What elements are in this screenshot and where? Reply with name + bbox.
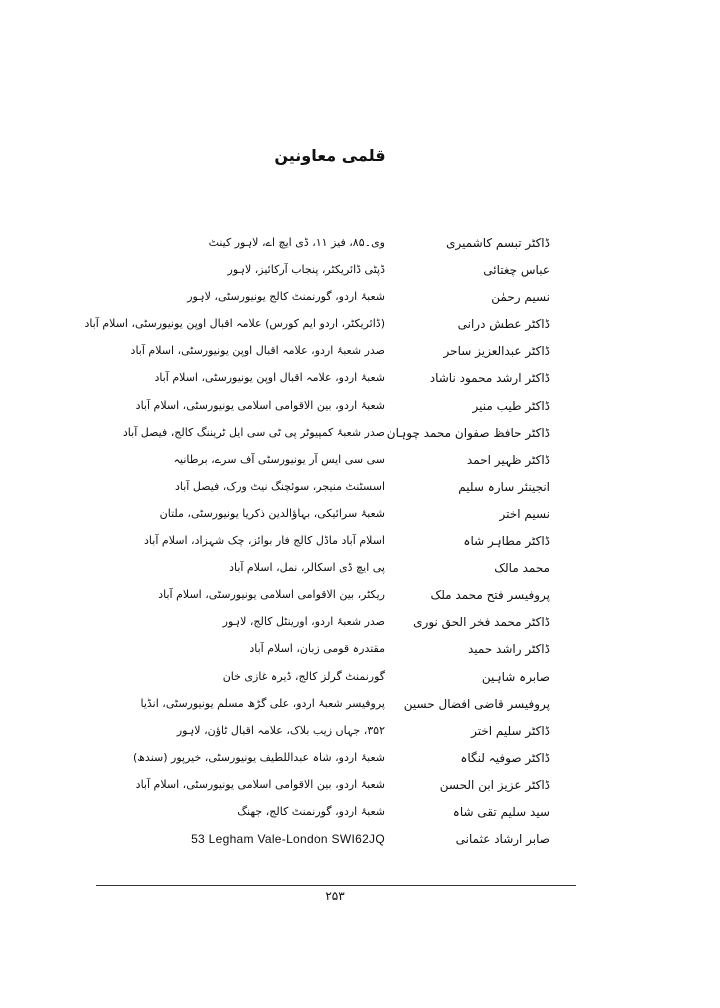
contributor-affiliation: ریکٹر، بین الاقوامی اسلامی یونیورسٹی، اسلام آباد xyxy=(158,588,385,602)
list-item xyxy=(135,395,550,422)
contributor-affiliation: 53 Legham Vale-London SWI62JQ xyxy=(191,832,385,847)
contributor-name: ڈاکٹر محمد فخر الحق نوری xyxy=(413,615,550,630)
contributor-affiliation: شعبۂ اردو، علامہ اقبال اوپن یونیورسٹی، اسلام آباد xyxy=(154,371,385,385)
contributor-affiliation: شعبۂ اردو، شاہ عبداللطیف یونیورسٹی، خیرپور (سندھ) xyxy=(132,750,385,764)
contributor-name: ڈاکٹر صوفیہ لنگاہ xyxy=(460,750,550,765)
list-item xyxy=(150,503,550,530)
contributor-affiliation: شعبۂ اردو، گورنمنٹ کالج یونیورسٹی، لاہور xyxy=(187,290,385,304)
contributor-affiliation: پروفیسر شعبۂ اردو، علی گڑھ مسلم یونیورسٹی، انڈیا xyxy=(140,696,385,710)
contributor-name: ڈاکٹر راشد حمید xyxy=(467,642,550,657)
contributor-affiliation: صدر شعبۂ اردو، اورینٹل کالج، لاہور xyxy=(222,615,385,629)
contributor-name: ڈاکٹر ظہیر احمد xyxy=(466,452,550,467)
contributor-name: صابرہ شاہین xyxy=(481,669,550,684)
list-item xyxy=(150,720,550,747)
contributor-name: انجینئر سارہ سلیم xyxy=(458,479,550,494)
contributor-name: ڈاکٹر طیب منیر xyxy=(472,398,550,413)
contributor-name: صابر ارشاد عثمانی xyxy=(455,832,550,847)
contributor-affiliation: ۳۵۲، جہاں زیب بلاک، علامہ اقبال ٹاؤن، لاہور xyxy=(176,723,385,737)
list-item xyxy=(150,584,550,611)
contributor-affiliation: (ڈائریکٹر، اردو ایم کورس) علامہ اقبال اوپن یونیورسٹی، اسلام آباد xyxy=(84,317,385,331)
list-item xyxy=(135,774,550,801)
contributor-affiliation: شعبۂ اردو، بین الاقوامی اسلامی یونیورسٹی، اسلام آباد xyxy=(135,777,385,791)
contributor-affiliation: اسسٹنٹ منیجر، سوئچنگ نیٹ ورک، فیصل آباد xyxy=(175,479,385,493)
contributor-name: محمد مالک xyxy=(494,561,550,576)
page-number: ۲۵۳ xyxy=(325,889,345,903)
contributors-list xyxy=(84,232,550,855)
list-item xyxy=(122,422,550,449)
contributor-affiliation: پی ایچ ڈی اسکالر، نمل، اسلام آباد xyxy=(229,561,385,575)
contributor-name: نسیم اختر xyxy=(499,506,550,521)
contributor-affiliation: شعبۂ سرائیکی، بہاؤالدین ذکریا یونیورسٹی، ملتان xyxy=(159,506,385,520)
list-item xyxy=(140,693,550,720)
list-item xyxy=(150,828,550,855)
list-item xyxy=(144,530,550,557)
contributor-name: نسیم رحمٰن xyxy=(491,290,550,305)
list-item xyxy=(150,449,550,476)
list-item xyxy=(150,557,550,584)
contributor-name: ڈاکٹر عبدالعزیز ساحر xyxy=(443,344,550,359)
list-item xyxy=(150,476,550,503)
contributor-affiliation: وی۔۸۵، فیز ۱۱، ڈی ایچ اے، لاہور کینٹ xyxy=(208,236,385,249)
contributor-name: ڈاکٹر عزیز ابن الحسن xyxy=(439,777,550,792)
list-item xyxy=(150,259,550,286)
list-item xyxy=(130,340,550,367)
contributor-name: ڈاکٹر مطاہر شاہ xyxy=(463,534,550,549)
list-item xyxy=(132,747,550,774)
footer-divider xyxy=(96,885,576,886)
contributor-name: سید سلیم تقی شاہ xyxy=(452,804,550,819)
contributor-name: پروفیسر قاضی افضال حسین xyxy=(403,696,550,711)
contributor-name: ڈاکٹر حافظ صفوان محمد چوہان xyxy=(386,425,550,440)
contributor-name: ڈاکٹر عطش درانی xyxy=(457,317,550,332)
contributor-affiliation: مقتدرہ قومی زبان، اسلام آباد xyxy=(249,642,385,656)
contributor-affiliation: صدر شعبۂ اردو، علامہ اقبال اوپن یونیورسٹی، اسلام آباد xyxy=(130,344,385,358)
contributor-name: عباس چغتائی xyxy=(483,263,550,278)
contributor-affiliation: گورنمنٹ گرلز کالج، ڈیرہ غازی خان xyxy=(222,669,385,683)
page-title: قلمی معاونین xyxy=(274,146,386,165)
contributor-name: ڈاکٹر ارشد محمود ناشاد xyxy=(429,371,550,386)
contributor-affiliation: صدر شعبۂ کمپیوٹر پی ٹی سی ایل ٹریننگ کالج، فیصل آباد xyxy=(122,425,385,439)
list-item xyxy=(150,367,550,394)
contributor-name: ڈاکٹر سلیم اختر xyxy=(471,723,550,738)
contributor-affiliation: شعبۂ اردو، گورنمنٹ کالج، جھنگ xyxy=(237,804,385,818)
list-item xyxy=(150,232,550,259)
contributor-affiliation: سی سی ایس آر یونیورسٹی آف سرے، برطانیہ xyxy=(173,452,385,466)
contributor-affiliation: شعبۂ اردو، بین الاقوامی اسلامی یونیورسٹی، اسلام آباد xyxy=(135,398,385,412)
contributor-name: ڈاکٹر تبسم کاشمیری xyxy=(446,236,550,250)
contributor-affiliation: اسلام آباد ماڈل کالج فار بوائز، چک شہزاد، اسلام آباد xyxy=(144,534,385,548)
list-item xyxy=(150,286,550,313)
list-item xyxy=(150,611,550,638)
list-item xyxy=(150,638,550,665)
contributor-name: پروفیسر فتح محمد ملک xyxy=(430,588,550,603)
list-item xyxy=(84,313,550,340)
list-item xyxy=(150,801,550,828)
list-item xyxy=(150,666,550,693)
contributor-affiliation: ڈپٹی ڈائریکٹر، پنجاب آرکائیز، لاہور xyxy=(227,263,385,277)
